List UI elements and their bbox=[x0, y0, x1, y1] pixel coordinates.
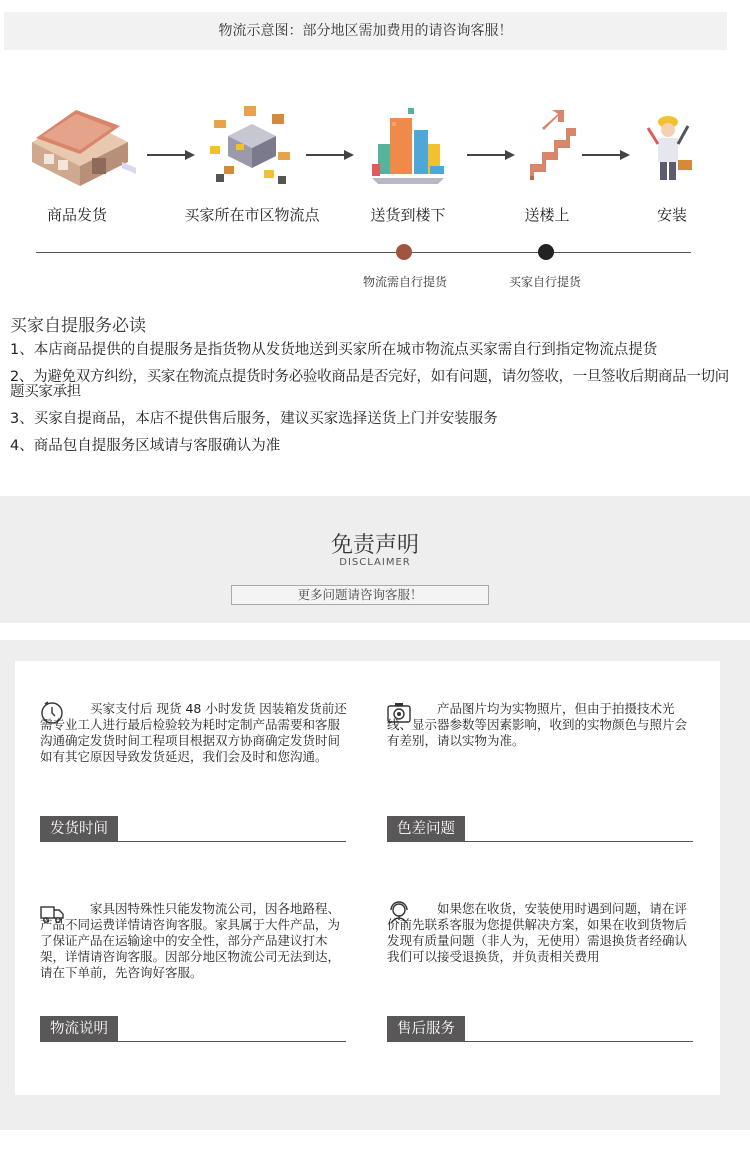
logistics-steps bbox=[0, 100, 750, 230]
stairs-icon bbox=[524, 100, 580, 190]
card-logistics-info bbox=[40, 901, 350, 1051]
installer-worker-icon bbox=[640, 100, 696, 190]
notice-item: 3、买家自提商品，本店不提供售后服务，建议买家选择送货上门并安装服务 bbox=[10, 411, 498, 427]
card-tag: 发货时间 bbox=[40, 816, 118, 842]
arrow-right-icon bbox=[147, 150, 195, 160]
card-tag: 物流说明 bbox=[40, 1016, 118, 1042]
notice-title: 买家自提服务必读 bbox=[10, 316, 146, 336]
card-text: 如果您在收货，安装使用时遇到问题，请在评价前先联系客服为您提供解决方案，如果在收到货物后发现有质量问题（非人为，无使用）需退换货者经确认我们可以接受退换货，并负责相关费用 bbox=[387, 901, 688, 964]
card-shipping-time bbox=[40, 701, 350, 851]
card-text: 产品图片均为实物照片，但由于拍摄技术光线、显示器参数等因素影响，收到的实物颜色与照片会有差别，请以实物为准。 bbox=[387, 701, 688, 748]
logistics-banner bbox=[4, 12, 727, 50]
timeline-label-buyer: 买家自行提货 bbox=[508, 275, 582, 289]
card-tag: 售后服务 bbox=[387, 1016, 465, 1042]
card-text: 买家支付后 现货 48 小时发货 因装箱发货前还需专业工人进行最后检验较为耗时定制产品需要和客服沟通确定发货时间工程项目根据双方协商确定发货时间如有其它原因导致发货延迟，我们会及时和您沟通。 bbox=[40, 701, 347, 764]
disclaimer-subtitle: DISCLAIMER bbox=[339, 557, 411, 568]
banner-text: 物流示意图：部分地区需加费用的请咨询客服！ bbox=[218, 23, 513, 39]
card-divider bbox=[40, 841, 346, 842]
city-buildings-icon bbox=[368, 100, 448, 190]
disclaimer-section bbox=[0, 496, 750, 623]
arrow-right-icon bbox=[582, 150, 630, 160]
notice-item: 4、商品包自提服务区域请与客服确认为准 bbox=[10, 438, 281, 454]
notice-item: 2、为避免双方纠纷，买家在物流点提货时务必验收商品是否完好，如有问题，请勿签收，一旦签收后期商品一切问题买家承担 bbox=[10, 369, 729, 400]
step-label-ship: 商品发货 bbox=[46, 206, 108, 224]
step-label-upstairs: 送楼上 bbox=[524, 206, 570, 224]
notice-list bbox=[10, 343, 740, 466]
arrow-right-icon bbox=[467, 150, 515, 160]
notice-item: 1、本店商品提供的自提服务是指货物从发货地送到买家所在城市物流点买家需自行到指定物流点提货 bbox=[10, 342, 658, 358]
timeline-dot-buyer bbox=[538, 244, 554, 260]
card-color-difference bbox=[387, 701, 697, 851]
policy-cards-section bbox=[0, 640, 750, 1130]
card-text: 家具因特殊性只能发物流公司，因各地路程、产品不同运费详情请咨询客服。家具属于大件产品，为了保证产品在运输途中的安全性，部分产品建议打木架，详情请咨询客服。因部分地区物流公司无法到达，请在下单前，先咨询好客服。 bbox=[40, 901, 341, 980]
step-label-city-logistics: 买家所在市区物流点 bbox=[184, 206, 320, 224]
card-after-sales bbox=[387, 901, 697, 1051]
timeline-dot-logistics bbox=[396, 244, 412, 260]
contact-service-box[interactable]: 更多问题请咨询客服！ bbox=[231, 585, 489, 605]
timeline-label-logistics: 物流需自行提货 bbox=[362, 275, 448, 289]
card-divider bbox=[40, 1041, 346, 1042]
card-tag: 色差问题 bbox=[387, 816, 465, 842]
step-label-install: 安装 bbox=[656, 206, 688, 224]
card-divider bbox=[387, 841, 693, 842]
arrow-right-icon bbox=[306, 150, 354, 160]
step-label-downstairs: 送货到楼下 bbox=[370, 206, 446, 224]
card-divider bbox=[387, 1041, 693, 1042]
warehouse-icon bbox=[22, 100, 138, 190]
timeline-line bbox=[36, 252, 691, 253]
policy-cards-panel bbox=[15, 661, 720, 1095]
logistics-hub-icon bbox=[208, 100, 294, 190]
disclaimer-title: 免责声明 bbox=[330, 533, 419, 558]
